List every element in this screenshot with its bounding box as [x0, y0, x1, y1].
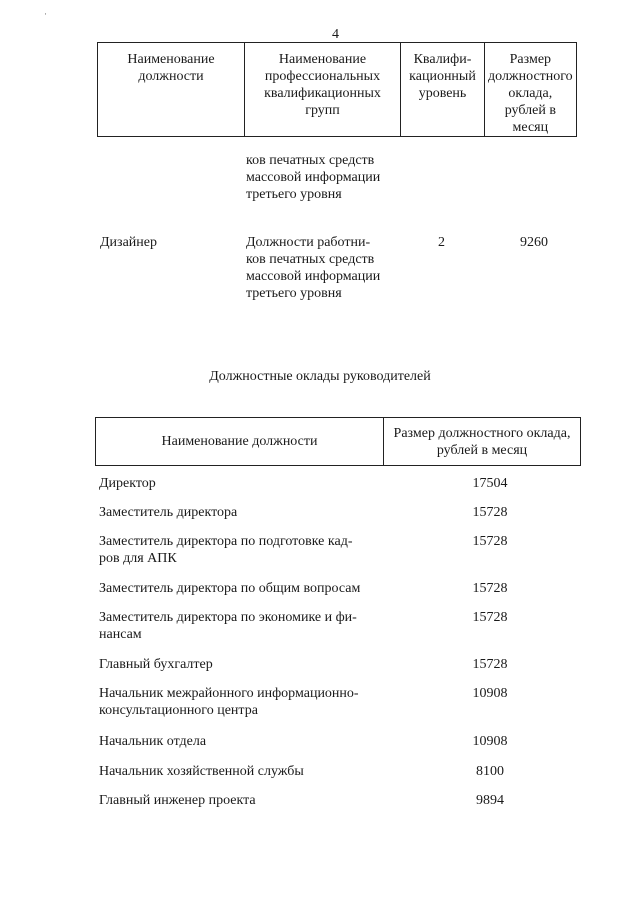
section-title: Должностные оклады руководителей [209, 369, 431, 384]
table-row-salary: 9894 [476, 793, 504, 808]
text-line: третьего уровня [246, 187, 342, 202]
table-row-title [99, 685, 389, 719]
text-line: Главный бухгалтер [99, 657, 213, 672]
table-row-title [99, 609, 389, 643]
text-line: Начальник межрайонного информационно- [99, 686, 359, 701]
text-line: ков печатных средств [246, 153, 375, 168]
row-professional-group [246, 234, 416, 302]
text-line: Заместитель директора по общим вопросам [99, 581, 361, 596]
table-row-salary: 15728 [472, 534, 508, 549]
table-row-salary: 15728 [472, 657, 508, 672]
table-row-salary: 10908 [472, 734, 508, 749]
text-line: Должности работни- [246, 235, 371, 250]
table-row-title [99, 656, 389, 673]
text-line: массовой информации [246, 170, 381, 185]
positions-table-header [97, 42, 577, 137]
header-position-title: Наименование должности [98, 43, 245, 137]
managers-table-header [95, 417, 581, 466]
text-line: Заместитель директора [99, 505, 238, 520]
table-row-title [99, 504, 389, 521]
text-line: консультационного центра [99, 703, 258, 718]
text-line: Начальник хозяйственной службы [99, 764, 304, 779]
header-professional-group: Наименование профессиональных квалификационных групп [245, 43, 401, 137]
text-line: ков печатных средств [246, 252, 375, 267]
table-row-title [99, 533, 389, 567]
text-line: Главный инженер проекта [99, 793, 256, 808]
table-row-salary: 15728 [472, 610, 508, 625]
table-row-title [99, 580, 389, 597]
table-row-salary: 10908 [472, 686, 508, 701]
table-row-salary: 17504 [472, 476, 508, 491]
header-position-title: Наименование должности [96, 418, 384, 466]
text-line: Начальник отдела [99, 734, 207, 749]
text-line: Заместитель директора по подготовке кад- [99, 534, 353, 549]
table-row-title [99, 792, 389, 809]
header-salary: Размер должностного оклада, рублей в месяц [384, 418, 581, 466]
text-line: нансам [99, 627, 142, 642]
table-row-salary: 15728 [472, 581, 508, 596]
header-salary: Размер должностного оклада, рублей в месяц [485, 43, 577, 137]
text-line: третьего уровня [246, 286, 342, 301]
continued-group-text [246, 152, 416, 203]
row-qualification-level: 2 [438, 235, 445, 250]
row-salary: 9260 [520, 235, 548, 250]
page-number: 4 [332, 27, 339, 42]
table-row-salary: 15728 [472, 505, 508, 520]
row-position-title: Дизайнер [100, 235, 157, 250]
text-line: Директор [99, 476, 156, 491]
corner-mark: · [44, 9, 47, 19]
header-qualification-level: Квалифи-кационный уровень [401, 43, 485, 137]
table-row-title [99, 733, 389, 750]
text-line: Заместитель директора по экономике и фи- [99, 610, 357, 625]
table-row-salary: 8100 [476, 764, 504, 779]
text-line: ров для АПК [99, 551, 177, 566]
table-row-title [99, 475, 389, 492]
table-row-title [99, 763, 389, 780]
text-line: массовой информации [246, 269, 381, 284]
